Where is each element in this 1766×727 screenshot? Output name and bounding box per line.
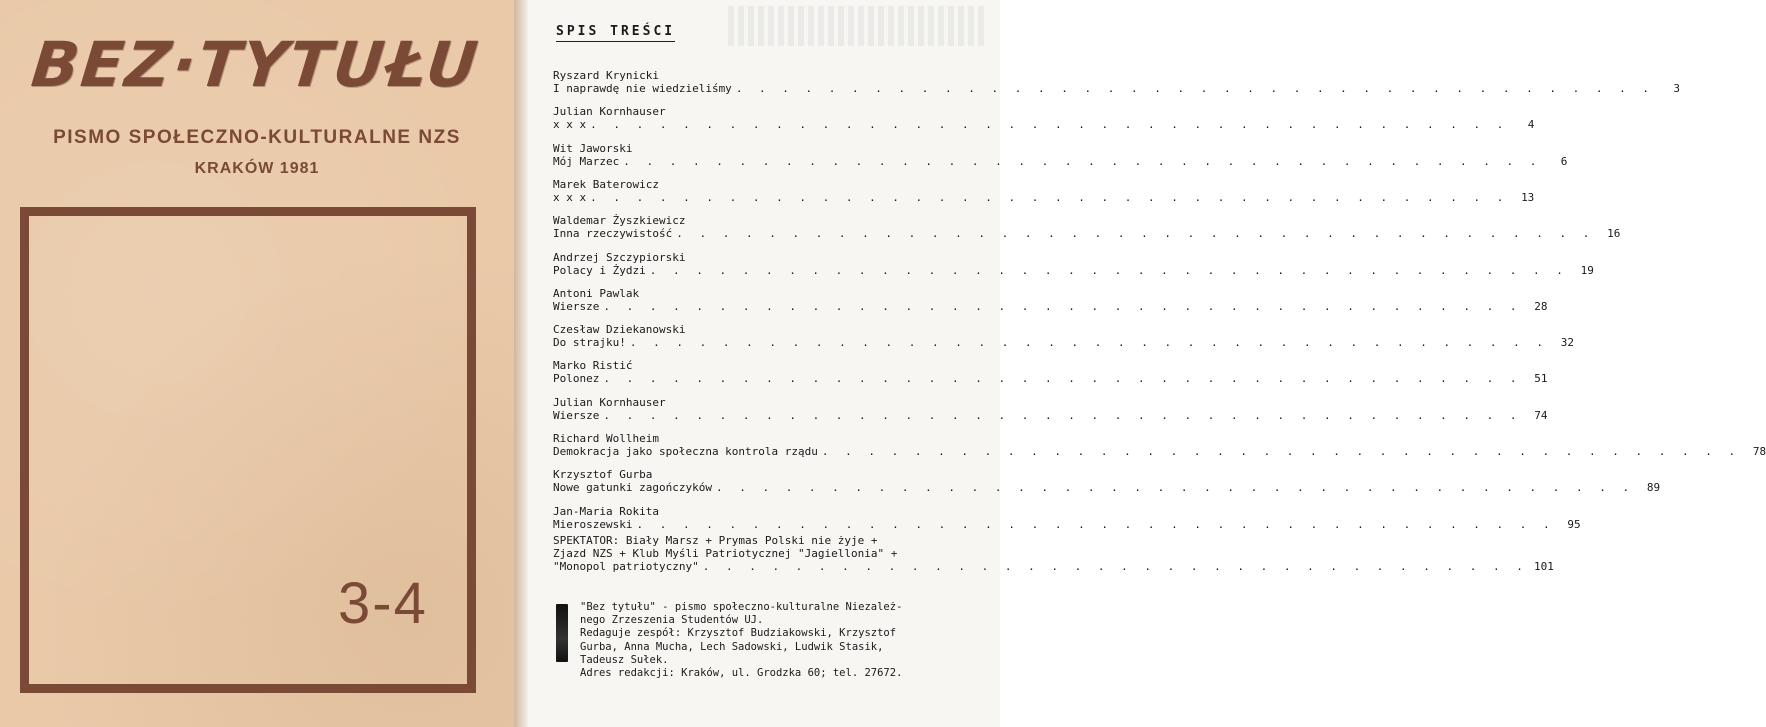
toc-entry xyxy=(553,177,1535,204)
spektator-title-line xyxy=(553,560,1554,573)
toc-entry-title-line xyxy=(553,372,1548,386)
toc-entry-title-line xyxy=(553,82,1680,95)
toc-entry-title: Nowe gatunki zagończyków xyxy=(553,481,712,495)
toc-entry-title-line xyxy=(553,299,1548,313)
cover-place-year: KRAKÓW 1981 xyxy=(194,160,320,177)
toc-entry-title-line xyxy=(553,263,1594,277)
toc-entry-page: 32 xyxy=(1560,336,1575,350)
leader-dots: . . . . . . . . . . . . . . . . . . . . . . . . . . . . . . . . . . . . . . . . xyxy=(636,517,1555,531)
toc-entry-page: 95 xyxy=(1567,517,1581,531)
toc-entry xyxy=(553,250,1594,277)
toc-entry xyxy=(553,468,1661,495)
toc-entry xyxy=(553,286,1548,313)
toc-entry-page: 16 xyxy=(1607,227,1621,241)
toc-entry-page: 78 xyxy=(1752,445,1766,458)
leader-dots: . . . . . . . . . . . . . . . . . . . . . . . . . . . . . . . . . . . . . . . . xyxy=(590,118,1509,132)
toc-entry xyxy=(553,359,1548,386)
leader-dots: . . . . . . . . . . . . . . . . . . . . . . . . . . . . . . . . . . . . . . . . xyxy=(623,154,1542,168)
leader-dots: . . . . . . . . . . . . . . . . . . . . . . . . . . . . . . . . . . . . . . . . xyxy=(735,82,1654,95)
leader-dots: . . . . . . . . . . . . . . . . . . . . . . . . . . . . . . . . . . . . xyxy=(702,560,1528,573)
toc-entry-title-line xyxy=(553,517,1581,531)
toc-entry-title: Wiersze xyxy=(553,299,600,313)
toc-entry-author: Ryszard Krynicki xyxy=(553,69,659,82)
toc-entry-page: 51 xyxy=(1534,372,1548,386)
toc-entry-page: 74 xyxy=(1534,408,1548,422)
toc-entry-page: 19 xyxy=(1580,263,1594,277)
spektator-line: Zjazd NZS + Klub Myśli Patriotycznej "Jagiellonia" + xyxy=(553,547,898,560)
toc-entry-title: Polonez xyxy=(553,372,600,386)
toc-entry-title: Demokracja jako społeczna kontrola rządu xyxy=(553,445,818,458)
toc-entry xyxy=(553,323,1575,350)
toc-entry xyxy=(553,504,1581,531)
toc-entry-page: 6 xyxy=(1560,154,1568,168)
toc-entry-author: Marek Baterowicz xyxy=(553,177,659,191)
cover-subtitle: PISMO SPOŁECZNO-KULTURALNE NZS xyxy=(53,127,461,148)
toc-entry-title-line xyxy=(553,481,1661,495)
toc-entry-page: 3 xyxy=(1673,82,1680,95)
colophon-line: Gurba, Anna Mucha, Lech Sadowski, Ludwik Stasik, xyxy=(580,640,884,653)
leader-dots: . . . . . . . . . . . . . . . . . . . . . . . . . . . . . . . . . . . . . . . . xyxy=(590,190,1509,204)
toc-entry-title: I naprawdę nie wiedzieliśmy xyxy=(553,82,732,95)
toc-entry-title-line xyxy=(553,154,1568,168)
toc-entry-author: Antoni Pawlak xyxy=(553,286,640,300)
colophon-marker xyxy=(556,604,568,662)
toc-entry-author: Waldemar Żyszkiewicz xyxy=(553,214,686,228)
toc-entry xyxy=(553,214,1621,241)
toc-heading: SPIS TREŚCI xyxy=(556,24,675,42)
toc-entry-title-line xyxy=(553,190,1535,204)
toc-entry-title: Mój Marzec xyxy=(553,154,620,168)
bleed-through-ghost xyxy=(728,6,988,46)
leader-dots: . . . . . . . . . . . . . . . . . . . . . . . . . . . . . . . . . . . . . . . . xyxy=(676,227,1595,241)
colophon-line: Tadeusz Sułek. xyxy=(580,653,669,666)
leader-dots: . . . . . . . . . . . . . . . . . . . . . . . . . . . . . . . . . . . . . . . . xyxy=(821,445,1741,458)
toc-entry-spektator xyxy=(553,534,1554,573)
spektator-line: SPEKTATOR: Biały Marsz + Prymas Polski nie żyje + xyxy=(553,534,878,547)
toc-entry-title: x x x xyxy=(553,190,587,204)
toc-entry-author: Czesław Dziekanowski xyxy=(553,323,686,337)
leader-dots: . . . . . . . . . . . . . . . . . . . . . . . . . . . . . . . . . . . . . . . . xyxy=(603,408,1522,422)
toc-entry-author: Julian Kornhauser xyxy=(553,395,666,409)
cover-title: BEZ·TYTUŁU xyxy=(28,28,483,101)
page-fold xyxy=(514,0,528,727)
toc-entry-title-line xyxy=(553,336,1575,350)
spektator-last-line: "Monopol patriotyczny" xyxy=(553,560,699,573)
colophon-line: Redaguje zespół: Krzysztof Budziakowski, Krzysztof xyxy=(580,627,897,640)
toc-entry-author: Wit Jaworski xyxy=(553,141,633,155)
toc-entry xyxy=(553,141,1568,168)
toc-entry xyxy=(553,395,1548,422)
toc-entry-page: 89 xyxy=(1646,481,1661,495)
leader-dots: . . . . . . . . . . . . . . . . . . . . . . . . . . . . . . . . . . . . . . . . xyxy=(603,372,1522,386)
toc-entry-author: Marko Ristić xyxy=(553,359,633,373)
colophon-line: Adres redakcji: Kraków, ul. Grodzka 60; tel. 27672. xyxy=(580,667,903,680)
toc-entry xyxy=(553,432,1766,458)
toc-entry-title: Do strajku! xyxy=(553,336,626,350)
toc-entry-author: Julian Kornhauser xyxy=(553,105,666,119)
toc-entry-title-line xyxy=(553,408,1548,422)
cover-issue-number: 3-4 xyxy=(338,571,428,636)
toc-entry-author: Andrzej Szczypiorski xyxy=(553,250,686,264)
leader-dots: . . . . . . . . . . . . . . . . . . . . . . . . . . . . . . . . . . . . . . . . xyxy=(715,481,1635,495)
colophon-line: "Bez tytułu" - pismo społeczno-kulturalne Niezależ- xyxy=(580,601,903,613)
toc-entry-title-line xyxy=(553,227,1621,241)
colophon xyxy=(580,601,990,680)
leader-dots: . . . . . . . . . . . . . . . . . . . . . . . . . . . . . . . . . . . . . . . . xyxy=(649,263,1568,277)
toc-entry-author: Jan-Maria Rokita xyxy=(553,504,659,518)
table-of-contents-page xyxy=(528,0,1766,727)
toc-entry-author: Richard Wollheim xyxy=(553,432,659,445)
toc-entry-author: Krzysztof Gurba xyxy=(553,468,653,482)
leader-dots: . . . . . . . . . . . . . . . . . . . . . . . . . . . . . . . . . . . . . . . . xyxy=(603,299,1522,313)
toc-entry-page: 28 xyxy=(1534,299,1548,313)
toc-entry-title-line xyxy=(553,445,1766,458)
toc-entry-page: 13 xyxy=(1521,190,1535,204)
colophon-line: nego Zrzeszenia Studentów UJ. xyxy=(580,614,764,627)
leader-dots: . . . . . . . . . . . . . . . . . . . . . . . . . . . . . . . . . . . . . . . . xyxy=(629,336,1549,350)
toc-entry-page: 4 xyxy=(1527,118,1535,132)
toc-entry-title: Polacy i Żydzi xyxy=(553,263,646,277)
toc-entry xyxy=(553,105,1535,132)
spektator-page: 101 xyxy=(1534,560,1554,573)
toc-entry xyxy=(553,69,1680,95)
magazine-cover xyxy=(0,0,514,727)
toc-entry-title: x x x xyxy=(553,118,587,132)
toc-entry-title: Mieroszewski xyxy=(553,517,633,531)
toc-entry-title-line xyxy=(553,118,1535,132)
toc-entry-title: Inna rzeczywistość xyxy=(553,227,673,241)
toc-entry-title: Wiersze xyxy=(553,408,600,422)
